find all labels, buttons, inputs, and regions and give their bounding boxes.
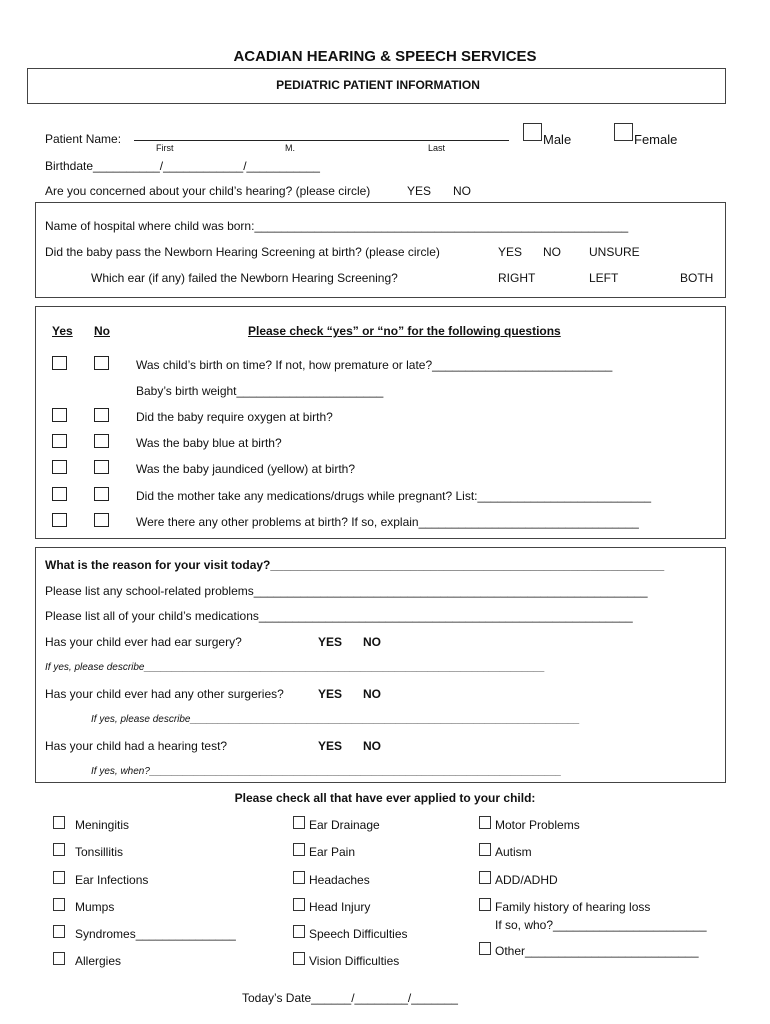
- family-hearing-loss-checkbox[interactable]: [479, 898, 491, 911]
- q4-yes-checkbox[interactable]: [52, 460, 67, 474]
- hearing-test-question: Has your child had a hearing test?: [45, 739, 228, 753]
- meningitis-checkbox[interactable]: [53, 816, 65, 829]
- ear-infections-label: Ear Infections: [75, 873, 149, 887]
- organization-title: ACADIAN HEARING & SPEECH SERVICES: [233, 48, 537, 65]
- ear-surgery-yes-option[interactable]: YES: [318, 635, 343, 649]
- other-surgery-yes-option[interactable]: YES: [318, 687, 343, 701]
- birth-weight-field[interactable]: Baby’s birth weight______________________: [136, 384, 384, 398]
- todays-date-field[interactable]: Today’s Date______/________/_______: [242, 991, 458, 1005]
- ear-both-option[interactable]: BOTH: [680, 271, 714, 285]
- mumps-checkbox[interactable]: [53, 898, 65, 911]
- concern-yes-option[interactable]: YES: [407, 184, 432, 198]
- ear-pain-checkbox[interactable]: [293, 843, 305, 856]
- last-name-caption: Last: [428, 143, 446, 153]
- vision-difficulties-label: Vision Difficulties: [309, 954, 400, 968]
- other-surgery-no-option[interactable]: NO: [363, 687, 381, 701]
- headaches-checkbox[interactable]: [293, 871, 305, 884]
- hearing-test-yes-option[interactable]: YES: [318, 739, 343, 753]
- other-condition-field[interactable]: Other__________________________: [495, 944, 699, 958]
- hearing-test-when-field[interactable]: If yes, when?__________________________________________________________________________: [91, 766, 562, 777]
- q5-yes-checkbox[interactable]: [52, 487, 67, 501]
- hospital-field[interactable]: Name of hospital where child was born:________________________________________________________: [45, 219, 629, 233]
- q1-yes-checkbox[interactable]: [52, 356, 67, 370]
- other-surgery-question: Has your child ever had any other surgeries?: [45, 687, 284, 701]
- medications-field[interactable]: Please list all of your child’s medications________________________________________________________: [45, 609, 633, 623]
- male-label: Male: [543, 132, 572, 147]
- hearing-concern-question: Are you concerned about your child’s hearing? (please circle): [45, 184, 371, 198]
- head-injury-label: Head Injury: [309, 900, 371, 914]
- add-adhd-label: ADD/ADHD: [495, 873, 558, 887]
- family-who-field[interactable]: If so, who?_______________________: [495, 918, 707, 932]
- school-problems-field[interactable]: Please list any school-related problems___________________________________________________________: [45, 584, 648, 598]
- q1-no-checkbox[interactable]: [94, 356, 109, 370]
- screening-yes-option[interactable]: YES: [498, 245, 523, 259]
- q2-no-checkbox[interactable]: [94, 408, 109, 422]
- autism-checkbox[interactable]: [479, 843, 491, 856]
- newborn-screening-question: Did the baby pass the Newborn Hearing Screening at birth? (please circle): [45, 245, 440, 259]
- syndromes-field[interactable]: Syndromes_______________: [75, 927, 236, 941]
- female-label: Female: [634, 132, 678, 147]
- q6-yes-checkbox[interactable]: [52, 513, 67, 527]
- check-instructions: Please check “yes” or “no” for the following questions: [248, 324, 561, 338]
- allergies-label: Allergies: [75, 954, 122, 968]
- patient-name-label: Patient Name:: [45, 132, 122, 146]
- ear-surgery-describe-field[interactable]: If yes, please describe________________________________________________________________________: [45, 662, 545, 673]
- form-title: PEDIATRIC PATIENT INFORMATION: [276, 78, 480, 92]
- other-condition-checkbox[interactable]: [479, 942, 491, 955]
- first-name-caption: First: [156, 143, 174, 153]
- ear-drainage-checkbox[interactable]: [293, 816, 305, 829]
- q3-yes-checkbox[interactable]: [52, 434, 67, 448]
- birth-on-time-question: Was child’s birth on time? If not, how premature or late?___________________________: [136, 358, 613, 372]
- motor-problems-label: Motor Problems: [495, 818, 580, 832]
- q3-no-checkbox[interactable]: [94, 434, 109, 448]
- speech-difficulties-checkbox[interactable]: [293, 925, 305, 938]
- ear-surgery-question: Has your child ever had ear surgery?: [45, 635, 242, 649]
- q6-no-checkbox[interactable]: [94, 513, 109, 527]
- add-adhd-checkbox[interactable]: [479, 871, 491, 884]
- vision-difficulties-checkbox[interactable]: [293, 952, 305, 965]
- middle-initial-caption: M.: [285, 143, 295, 153]
- jaundice-question: Was the baby jaundiced (yellow) at birth?: [136, 462, 355, 476]
- oxygen-question: Did the baby require oxygen at birth?: [136, 410, 333, 424]
- conditions-heading: Please check all that have ever applied to your child:: [234, 791, 536, 805]
- hearing-test-no-option[interactable]: NO: [363, 739, 381, 753]
- failed-ear-question: Which ear (if any) failed the Newborn Hearing Screening?: [91, 271, 398, 285]
- speech-difficulties-label: Speech Difficulties: [309, 927, 408, 941]
- ear-infections-checkbox[interactable]: [53, 871, 65, 884]
- motor-problems-checkbox[interactable]: [479, 816, 491, 829]
- syndromes-checkbox[interactable]: [53, 925, 65, 938]
- ear-left-option[interactable]: LEFT: [589, 271, 619, 285]
- head-injury-checkbox[interactable]: [293, 898, 305, 911]
- tonsillitis-label: Tonsillitis: [75, 845, 124, 859]
- medications-pregnancy-question: Did the mother take any medications/drugs while pregnant? List:__________________________: [136, 489, 652, 503]
- ear-surgery-no-option[interactable]: NO: [363, 635, 381, 649]
- ear-right-option[interactable]: RIGHT: [498, 271, 536, 285]
- q4-no-checkbox[interactable]: [94, 460, 109, 474]
- patient-name-field[interactable]: [134, 140, 509, 141]
- male-checkbox[interactable]: [523, 123, 542, 141]
- birthdate-field[interactable]: Birthdate__________/____________/___________: [45, 159, 320, 173]
- blue-question: Was the baby blue at birth?: [136, 436, 282, 450]
- autism-label: Autism: [495, 845, 532, 859]
- q2-yes-checkbox[interactable]: [52, 408, 67, 422]
- visit-reason-field[interactable]: What is the reason for your visit today?___________________________________________________________: [45, 558, 665, 572]
- meningitis-label: Meningitis: [75, 818, 130, 832]
- mumps-label: Mumps: [75, 900, 115, 914]
- other-surgery-describe-field[interactable]: If yes, please describe______________________________________________________________________: [91, 714, 580, 725]
- headaches-label: Headaches: [309, 873, 370, 887]
- female-checkbox[interactable]: [614, 123, 633, 141]
- yes-column-header: Yes: [52, 324, 73, 338]
- screening-unsure-option[interactable]: UNSURE: [589, 245, 640, 259]
- concern-no-option[interactable]: NO: [453, 184, 471, 198]
- family-hearing-loss-label: Family history of hearing loss: [495, 900, 651, 914]
- other-problems-question: Were there any other problems at birth? If so, explain_________________________________: [136, 515, 639, 529]
- ear-pain-label: Ear Pain: [309, 845, 356, 859]
- q5-no-checkbox[interactable]: [94, 487, 109, 501]
- screening-no-option[interactable]: NO: [543, 245, 561, 259]
- ear-drainage-label: Ear Drainage: [309, 818, 380, 832]
- no-column-header: No: [94, 324, 110, 338]
- allergies-checkbox[interactable]: [53, 952, 65, 965]
- tonsillitis-checkbox[interactable]: [53, 843, 65, 856]
